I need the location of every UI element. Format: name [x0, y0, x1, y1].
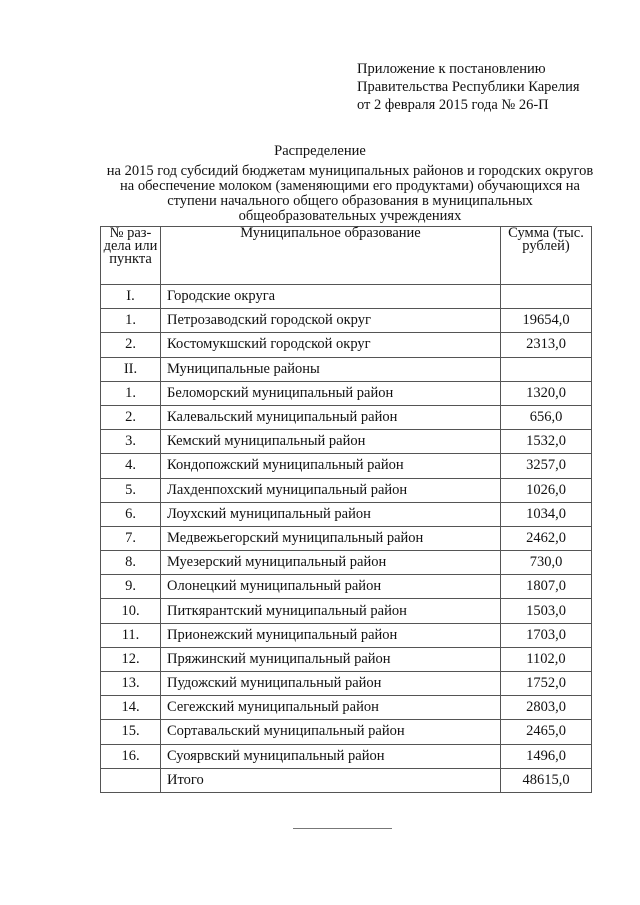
table-row [101, 720, 592, 744]
row-number: 10. [101, 599, 161, 623]
row-number: I. [101, 285, 161, 309]
row-amount: 48615,0 [501, 768, 592, 792]
row-amount [501, 285, 592, 309]
table-row [101, 405, 592, 429]
row-municipality: Городские округа [161, 285, 501, 309]
row-amount: 1026,0 [501, 478, 592, 502]
row-number: 12. [101, 647, 161, 671]
row-number: 16. [101, 744, 161, 768]
row-number: 2. [101, 333, 161, 357]
row-amount: 1496,0 [501, 744, 592, 768]
document-subtitle: на 2015 год субсидий бюджетам муниципальных районов и городских округов на обеспечение молоком (заменяющими его продуктами) обучающихся на ступени начального общего образования в муниципальных общеобразовательных учреждениях [106, 163, 594, 224]
row-municipality: Итого [161, 768, 501, 792]
row-amount: 1703,0 [501, 623, 592, 647]
row-number: 15. [101, 720, 161, 744]
footer-divider [293, 828, 392, 829]
table-row [101, 430, 592, 454]
row-municipality: Кемский муниципальный район [161, 430, 501, 454]
row-number: II. [101, 357, 161, 381]
row-amount: 1034,0 [501, 502, 592, 526]
table-row [101, 333, 592, 357]
row-amount: 1532,0 [501, 430, 592, 454]
row-municipality: Прионежский муниципальный район [161, 623, 501, 647]
approval-line: Правительства Республики Карелия [357, 79, 580, 95]
row-amount: 2462,0 [501, 526, 592, 550]
table-row [101, 454, 592, 478]
table-row [101, 309, 592, 333]
row-amount: 1102,0 [501, 647, 592, 671]
table-row [101, 768, 592, 792]
row-number: 9. [101, 575, 161, 599]
table-row [101, 599, 592, 623]
row-number: 14. [101, 696, 161, 720]
row-amount: 1503,0 [501, 599, 592, 623]
table-row [101, 502, 592, 526]
row-number: 3. [101, 430, 161, 454]
document-title: Распределение [274, 143, 366, 159]
row-amount: 1807,0 [501, 575, 592, 599]
table-header-row [101, 227, 592, 285]
row-amount [501, 357, 592, 381]
row-municipality: Сегежский муниципальный район [161, 696, 501, 720]
table-row [101, 647, 592, 671]
row-amount: 2465,0 [501, 720, 592, 744]
table-row [101, 381, 592, 405]
row-municipality: Лахденпохский муниципальный район [161, 478, 501, 502]
row-number: 1. [101, 381, 161, 405]
row-number [101, 768, 161, 792]
table-row [101, 575, 592, 599]
table-row [101, 696, 592, 720]
row-amount: 730,0 [501, 551, 592, 575]
table-row [101, 744, 592, 768]
row-municipality: Муниципальные районы [161, 357, 501, 381]
row-municipality: Пряжинский муниципальный район [161, 647, 501, 671]
row-municipality: Петрозаводский городской округ [161, 309, 501, 333]
row-amount: 656,0 [501, 405, 592, 429]
row-number: 4. [101, 454, 161, 478]
row-number: 7. [101, 526, 161, 550]
table-row [101, 672, 592, 696]
row-municipality: Питкярантский муниципальный район [161, 599, 501, 623]
row-number: 13. [101, 672, 161, 696]
row-amount: 2313,0 [501, 333, 592, 357]
distribution-table [100, 226, 592, 793]
row-municipality: Олонецкий муниципальный район [161, 575, 501, 599]
row-amount: 1320,0 [501, 381, 592, 405]
row-municipality: Сортавальский муниципальный район [161, 720, 501, 744]
row-municipality: Пудожский муниципальный район [161, 672, 501, 696]
row-municipality: Медвежьегорский муниципальный район [161, 526, 501, 550]
row-municipality: Калевальский муниципальный район [161, 405, 501, 429]
row-number: 11. [101, 623, 161, 647]
row-municipality: Костомукшский городской округ [161, 333, 501, 357]
table-row [101, 526, 592, 550]
row-municipality: Суоярвский муниципальный район [161, 744, 501, 768]
row-municipality: Муезерский муниципальный район [161, 551, 501, 575]
table-row [101, 551, 592, 575]
approval-line: Приложение к постановлению [357, 61, 546, 77]
approval-note [357, 60, 580, 114]
row-number: 5. [101, 478, 161, 502]
row-number: 6. [101, 502, 161, 526]
row-amount: 1752,0 [501, 672, 592, 696]
table-row [101, 478, 592, 502]
row-municipality: Лоухский муниципальный район [161, 502, 501, 526]
table-row [101, 623, 592, 647]
row-municipality: Беломорский муниципальный район [161, 381, 501, 405]
table-row [101, 357, 592, 381]
row-number: 8. [101, 551, 161, 575]
row-municipality: Кондопожский муниципальный район [161, 454, 501, 478]
row-number: 1. [101, 309, 161, 333]
header-amount: Сумма (тыс. рублей) [501, 227, 592, 285]
table-row [101, 285, 592, 309]
approval-line: от 2 февраля 2015 года № 26-П [357, 97, 549, 113]
row-number: 2. [101, 405, 161, 429]
row-amount: 3257,0 [501, 454, 592, 478]
row-amount: 19654,0 [501, 309, 592, 333]
header-municipality: Муниципальное образование [161, 227, 501, 285]
header-number: № раз-дела или пункта [101, 227, 161, 285]
row-amount: 2803,0 [501, 696, 592, 720]
